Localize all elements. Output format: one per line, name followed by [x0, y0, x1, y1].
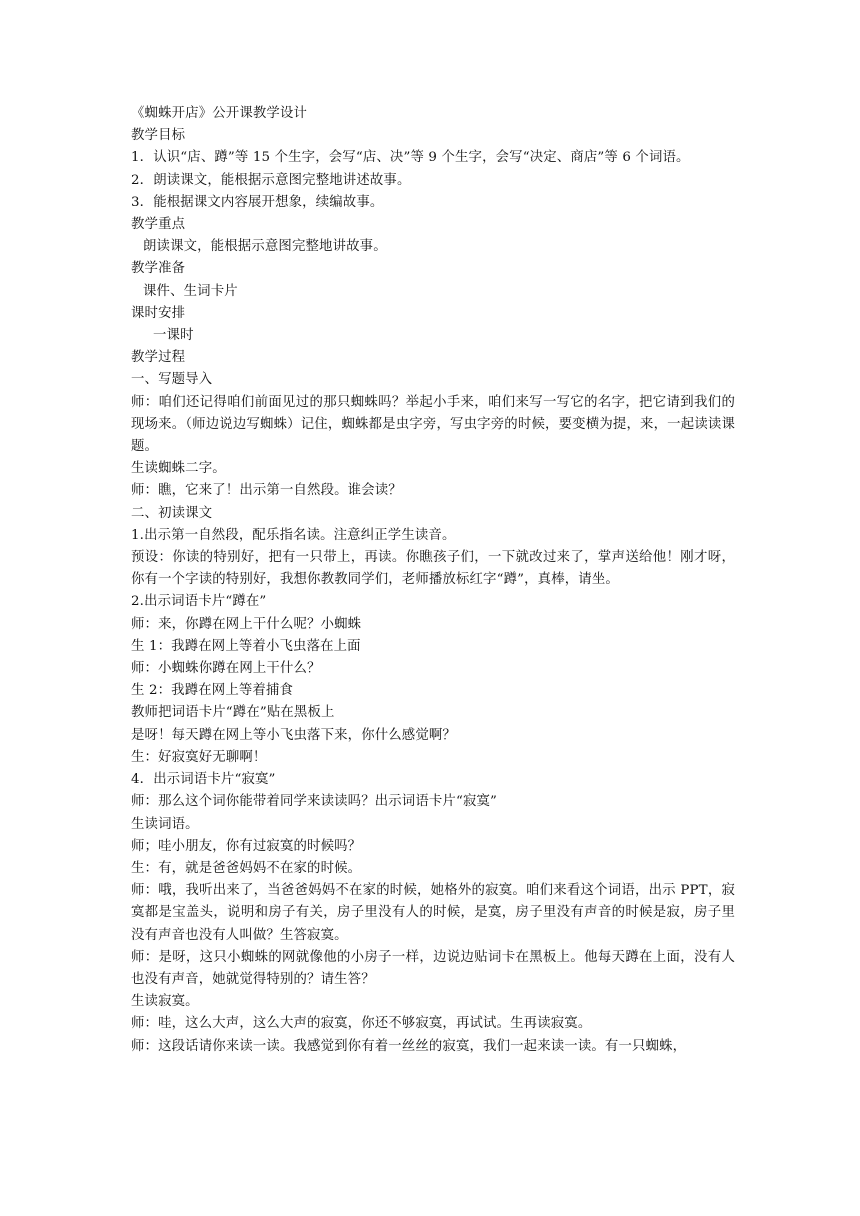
paragraph: 生：有，就是爸爸妈妈不在家的时候。 — [131, 860, 362, 876]
paragraph: 是呀！每天蹲在网上等小飞虫落下来，你什么感觉啊？ — [131, 727, 456, 743]
paragraph: 1.出示第一自然段，配乐指名读。注意纠正学生读音。 — [131, 527, 456, 543]
preparation-text: 课件、生词卡片 — [143, 283, 238, 299]
paragraph: 师：这段话请你来读一读。我感觉到你有着一丝丝的寂寞，我们一起来读一读。有一只蜘蛛， — [131, 1038, 687, 1054]
schedule-text: 一课时 — [153, 328, 194, 344]
schedule-heading: 课时安排 — [131, 305, 186, 321]
paragraph: 师：小蜘蛛你蹲在网上干什么？ — [131, 661, 321, 677]
paragraph: 师：是呀，这只小蜘蛛的网就像他的小房子一样，边说边贴词卡在黑板上。他每天蹲在上面，没有人也没有声音，她就觉得特别的？请生答？ — [131, 949, 735, 987]
goals-heading: 教学目标 — [131, 128, 186, 144]
paragraph: 生：好寂寞好无聊啊！ — [131, 749, 267, 765]
paragraph: 师：咱们还记得咱们前面见过的那只蜘蛛吗？举起小手来，咱们来写一写它的名字，把它请到我们的现场来。（师边说边写蜘蛛）记住，蜘蛛都是虫字旁，写虫字旁的时候，要变横为提，来，一起读读课题。 — [131, 394, 735, 455]
key-points-text: 朗读课文，能根据示意图完整地讲故事。 — [143, 239, 387, 255]
document-body — [131, 103, 735, 1058]
paragraph: 师：那么这个词你能带着同学来读读吗？出示词语卡片“寂寞” — [131, 794, 498, 810]
process-heading: 教学过程 — [131, 350, 186, 366]
key-points-heading: 教学重点 — [131, 217, 186, 233]
paragraph: 师；哇小朋友，你有过寂寞的时候吗？ — [131, 838, 362, 854]
paragraph: 师：瞧，它来了！出示第一自然段。谁会读？ — [131, 483, 402, 499]
paragraph: 生读寂寞。 — [131, 994, 199, 1010]
paragraph: 生读词语。 — [131, 816, 199, 832]
paragraph: 4．出示词语卡片“寂寞” — [131, 772, 276, 788]
goal-item-3: 3．能根据课文内容展开想象，续编故事。 — [131, 194, 384, 210]
paragraph: 生 1：我蹲在网上等着小飞虫落在上面 — [131, 638, 361, 654]
section-heading-1: 一、写题导入 — [131, 372, 213, 388]
document-title: 《蜘蛛开店》公开课教学设计 — [131, 106, 308, 121]
paragraph: 2.出示词语卡片“蹲在” — [131, 594, 267, 610]
goal-item-2: 2．朗读课文，能根据示意图完整地讲述故事。 — [131, 172, 411, 188]
paragraph: 生读蜘蛛二字。 — [131, 461, 226, 477]
section-heading-2: 二、初读课文 — [131, 505, 213, 521]
paragraph: 预设：你读的特别好，把有一只带上，再读。你瞧孩子们，一下就改过来了，掌声送给他！刚才呀，你有一个字读的特别好，我想你教教同学们，老师播放标红字“蹲”，真棒，请坐。 — [131, 550, 735, 588]
paragraph: 生 2：我蹲在网上等着捕食 — [131, 683, 294, 699]
paragraph: 教师把词语卡片“蹲在”贴在黑板上 — [131, 705, 335, 721]
preparation-heading: 教学准备 — [131, 261, 186, 277]
goal-item-1: 1．认识“店、蹲”等 15 个生字，会写“店、决”等 9 个生字，会写“决定、商店”等 6 个词语。 — [131, 150, 690, 166]
paragraph: 师：哇，这么大声，这么大声的寂寞，你还不够寂寞，再试试。生再读寂寞。 — [131, 1016, 592, 1032]
paragraph: 师：来，你蹲在网上干什么呢？小蜘蛛 — [131, 616, 362, 632]
paragraph: 师：哦，我听出来了，当爸爸妈妈不在家的时候，她格外的寂寞。咱们来看这个词语，出示 PPT，寂寞都是宝盖头，说明和房子有关，房子里没有人的时候，是寞，房子里没有声音的时候是寂，房子里没有声音也没有人叫做？生答寂寞。 — [131, 883, 735, 943]
